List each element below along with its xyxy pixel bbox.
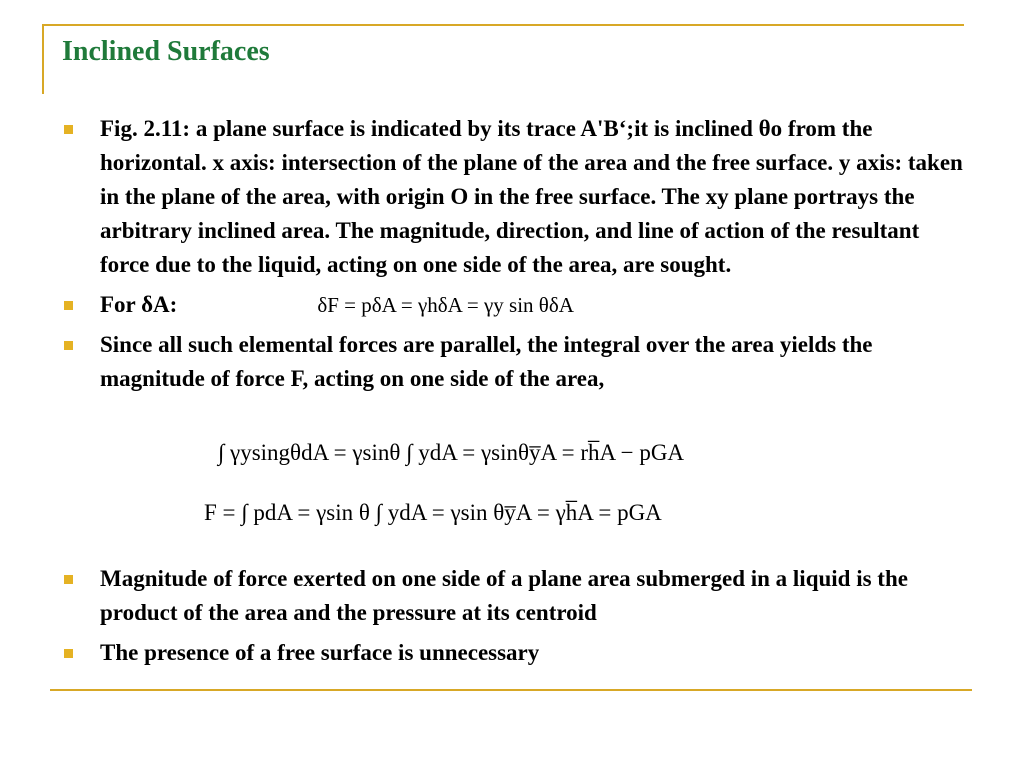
bullet-text: The presence of a free surface is unnecessary <box>100 640 540 665</box>
bullet-list <box>62 112 972 396</box>
bullet-item-integral <box>62 328 972 396</box>
bullet-item-magnitude <box>62 562 972 630</box>
bullet-list-lower <box>62 562 972 670</box>
bullet-marker <box>64 649 73 658</box>
bullet-item-free-surface <box>62 636 972 670</box>
bullet-item-delta-a <box>62 288 972 322</box>
integral-equation-2: F = ∫ pdA = γsin θ ∫ ydA = γsin θy̅A = γh̅A = pGA <box>204 500 662 525</box>
bullet-text: Magnitude of force exerted on one side of a plane area submerged in a liquid is the product of the area and the pressure at its centroid <box>100 566 908 625</box>
bullet-item-definition <box>62 112 972 282</box>
bullet-marker <box>64 575 73 584</box>
bullet-marker <box>64 301 73 310</box>
bullet-text: Since all such elemental forces are parallel, the integral over the area yields the magnitude of force F, acting on one side of the area, <box>100 332 873 391</box>
delta-force-equation: δF = pδA = γhδA = γy sin θδA <box>317 293 574 317</box>
bullet-marker <box>64 341 73 350</box>
integral-equation-1: ∫ γysingθdA = γsinθ ∫ ydA = γsinθy̅A = rh̅A − pGA <box>218 440 685 465</box>
footer-rule <box>50 689 972 691</box>
slide-title: Inclined Surfaces <box>62 36 270 67</box>
bullet-text: For δA: <box>100 292 178 317</box>
title-top-rule <box>42 24 964 26</box>
title-left-rule <box>42 24 44 94</box>
bullet-text: Fig. 2.11: a plane surface is indicated by its trace A'B‘;it is inclined θo from the horizontal. x axis: intersection of the plane of the area and the free surface. y axis: taken in the plane of the area, with origin O in the free surface. The xy plane portrays the arbitrary inclined area. The magnitude, direction, and line of action of the resultant force due to the liquid, acting on one side of the area, are sought. <box>100 116 963 277</box>
bullet-marker <box>64 125 73 134</box>
